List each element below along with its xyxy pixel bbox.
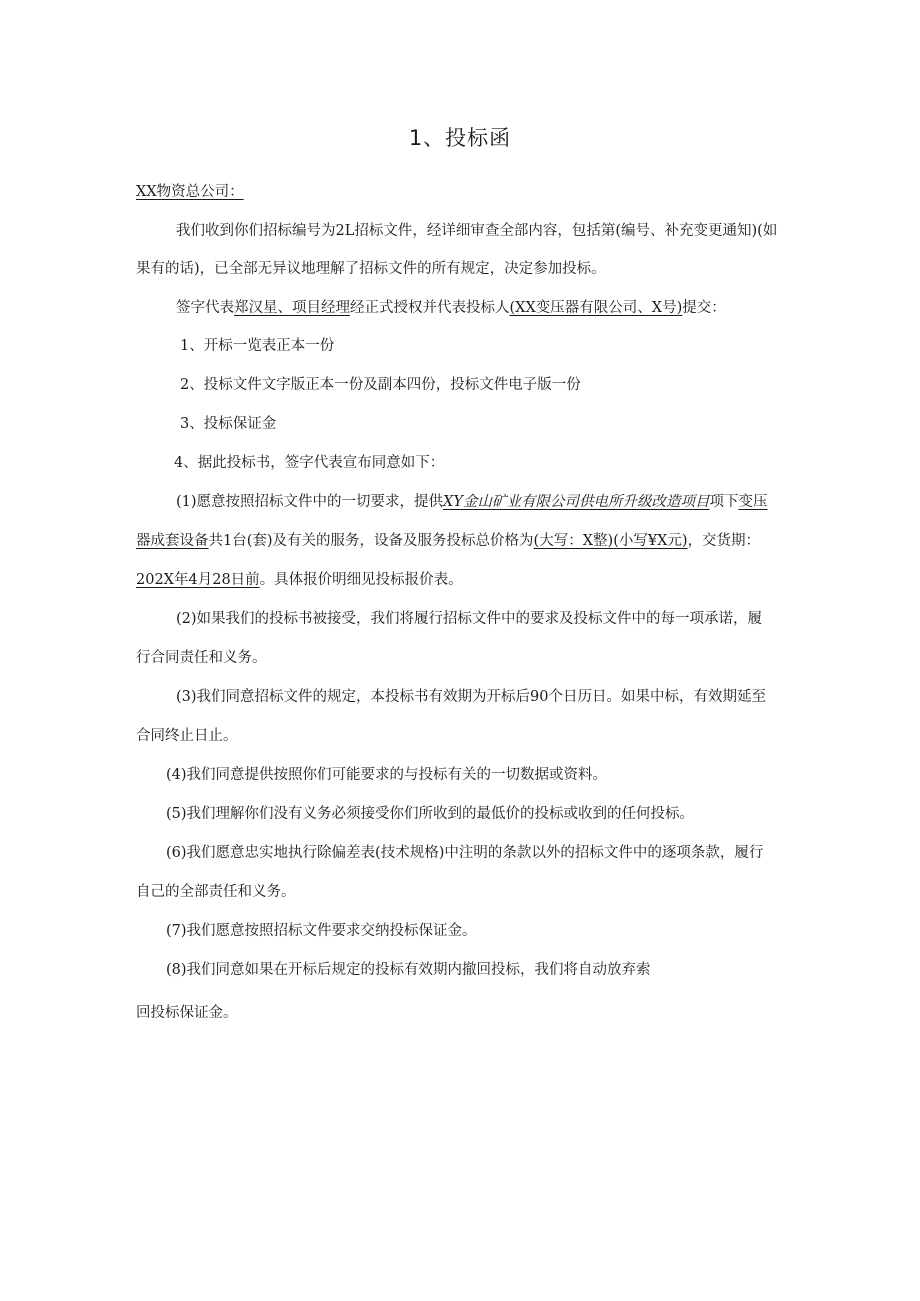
equipment-name: 变压 xyxy=(738,494,768,510)
clause-text: 。具体报价明细见投标报价表。 xyxy=(259,572,463,588)
intro-line-2: 果有的话)，已全部无异议地理解了招标文件的所有规定，决定参加投标。 xyxy=(136,261,606,277)
clause-7: (7)我们愿意按照招标文件要求交纳投标保证金。 xyxy=(166,923,477,939)
clause-4: (4)我们同意提供按照你们可能要求的与投标有关的一切数据或资料。 xyxy=(166,767,608,783)
list-item: 1、开标一览表正本一份 xyxy=(180,338,335,354)
signer-text: 签字代表 xyxy=(176,300,234,316)
list-item: 2、投标文件文字版正本一份及副本四份，投标文件电子版一份 xyxy=(180,377,581,393)
intro-text: 招标文件，经详细审查全部内容，包括第(编号、补充变更通知)(如 xyxy=(354,223,778,239)
addressee: XX物资总公司： xyxy=(136,184,244,200)
clause-6-line-2: 自己的全部责任和义务。 xyxy=(136,884,296,900)
clause-5: (5)我们理解你们没有义务必须接受你们所收到的最低价的投标或收到的任何投标。 xyxy=(166,806,695,822)
bidder-name: (XX变压器有限公司、X号) xyxy=(509,300,683,316)
signer-text: 经正式授权并代表投标人 xyxy=(350,300,510,316)
clause-8-line-1: (8)我们同意如果在开标后规定的投标有效期内撤回投标，我们将自动放弃索 xyxy=(166,962,651,978)
clause-1-line-3 xyxy=(136,570,816,590)
tender-number: 2L xyxy=(335,223,355,239)
list-item: 3、投标保证金 xyxy=(180,416,277,432)
signer-text: 提交： xyxy=(682,300,726,316)
clause-text: ，交货期： xyxy=(687,533,761,549)
equipment-name: 器成套设备 xyxy=(136,533,209,549)
clause-1-line-2 xyxy=(136,531,816,551)
price-in-words: (大写：X整) xyxy=(533,533,614,549)
clause-6-line-1: (6)我们愿意忠实地执行除偏差表(技术规格)中注明的条款以外的招标文件中的逐项条款，履行 xyxy=(166,845,764,861)
declaration: 4、据此投标书，签字代表宣布同意如下： xyxy=(174,455,445,471)
project-name: XY金山矿业有限公司供电所升级改造项目 xyxy=(443,494,710,510)
clause-1-line-1 xyxy=(176,492,856,512)
intro-line-1 xyxy=(176,221,856,241)
clause-3-line-1: (3)我们同意招标文件的规定，本投标书有效期为开标后90个日历日。如果中标，有效期延至 xyxy=(176,689,766,705)
price-in-figures: (小写¥X元) xyxy=(613,533,688,549)
clause-text: 项下 xyxy=(709,494,739,510)
document-title: 1、投标函 xyxy=(408,126,512,150)
intro-text: 我们收到你们招标编号为 xyxy=(176,223,336,239)
clause-text: (1)愿意按照招标文件中的一切要求，提供 xyxy=(176,494,444,510)
clause-2-line-1: (2)如果我们的投标书被接受，我们将履行招标文件中的要求及投标文件中的每一项承诺，履 xyxy=(176,611,763,627)
clause-text: 共1台(套)及有关的服务，设备及服务投标总价格为 xyxy=(208,533,534,549)
delivery-date: 202X年4月28日前 xyxy=(136,572,260,588)
clause-8-line-2: 回投标保证金。 xyxy=(136,1005,238,1021)
clause-3-line-2: 合同终止日止。 xyxy=(136,728,238,744)
signer-name: 郑汉星、项目经理 xyxy=(234,300,350,316)
signer-line xyxy=(176,298,856,318)
clause-2-line-2: 行合同责任和义务。 xyxy=(136,650,267,666)
